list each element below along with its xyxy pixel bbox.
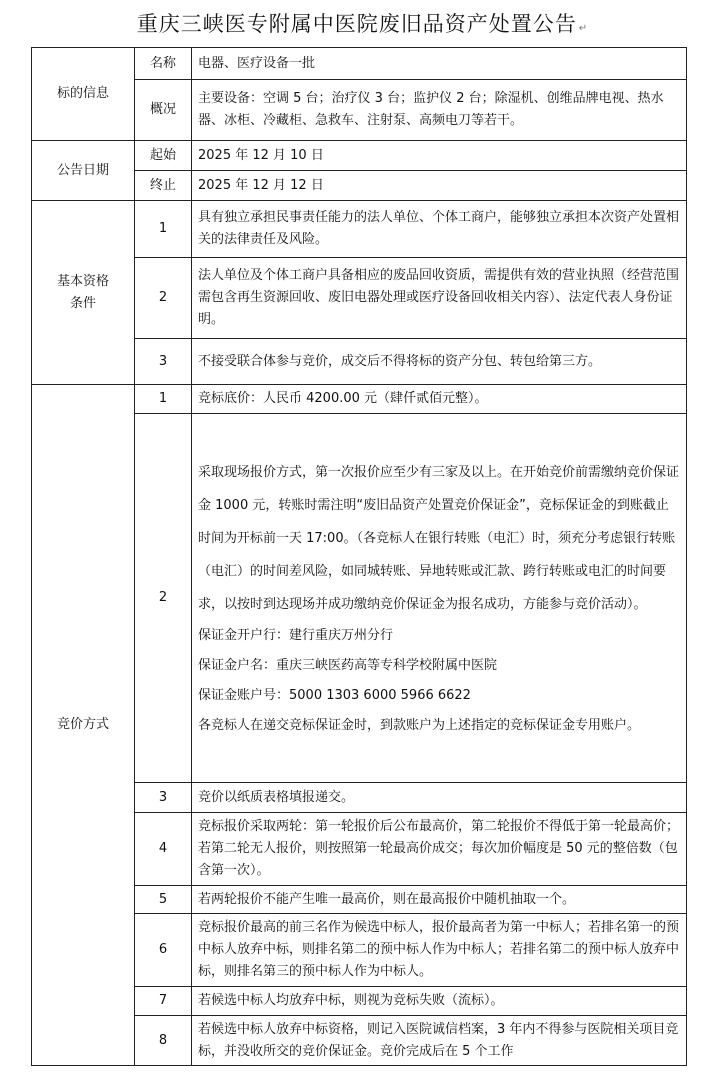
qualification-no: 3 [135,339,192,385]
deposit-account-number: 保证金账户号：5000 1303 6000 5966 6622 [198,687,471,703]
start-label: 起始 [135,141,192,171]
qualification-text: 具有独立承担民事责任能力的法人单位、个体工商户，能够独立承担本次资产处置相关的法律责任及风险。 [192,201,687,258]
qualification-text: 不接受联合体参与竞价，成交后不得将标的资产分包、转包给第三方。 [192,339,687,385]
overview-label: 概况 [135,80,192,141]
bidding-text: 竞标底价：人民币 4200.00 元（肆仟贰佰元整）。 [192,385,687,414]
bidding-main-text: 采取现场报价方式，第一次报价应至少有三家及以上。在开始竞价前需缴纳竞价保证金 1000 元，转账时需注明“废旧品资产处置竞价保证金”，竞标保证金的到账截止时间为开标前一天 17:00。（各竞标人在银行转账（电汇）时，须充分考虑银行转账（电汇）的时间差风险，如同城转账、异地转账或汇款、跨行转账或电汇的时间要求，以按时到达现场并成功缴纳竞价保证金为报名成功，方能参与竞价活动）。 [198,464,680,612]
qualification-label-line2: 条件 [69,295,96,311]
bidding-no: 4 [135,813,192,886]
qualification-label [32,201,135,385]
title-text: 重庆三峡医专附属中医院废旧品资产处置公告 [136,12,577,36]
bidding-text: 竞标报价采取两轮：第一轮报价后公布最高价，第二轮报价不得低于第一轮最高价；若第二轮无人报价，则按照第一轮最高价成交；每次加价幅度是 50 元的整倍数（包含第一次）。 [192,813,687,886]
bidding-method-label: 竞价方式 [32,385,135,1066]
end-value: 2025 年 12 月 12 日 [192,171,687,201]
subject-info-label: 标的信息 [32,48,135,141]
announce-date-label: 公告日期 [32,141,135,201]
table-row [32,141,687,171]
bidding-text: 竞价以纸质表格填报递交。 [192,783,687,813]
bidding-no: 5 [135,886,192,914]
qualification-no: 2 [135,258,192,339]
bidding-text: 若候选中标人放弃中标资格，则记入医院诚信档案，3 年内不得参与医院相关项目竞标，并没收所交的竞价保证金。竞价完成后在 5 个工作 [192,1016,687,1066]
name-value: 电器、医疗设备一批 [192,48,687,80]
start-value: 2025 年 12 月 10 日 [192,141,687,171]
deposit-note: 各竞标人在递交竞标保证金时，到款账户为上述指定的竞标保证金专用账户。 [198,717,641,733]
bidding-no: 3 [135,783,192,813]
paragraph-mark: ↵ [578,23,589,34]
notice-table [31,47,687,1066]
table-row [32,385,687,414]
table-row [32,201,687,258]
page-title [0,6,725,47]
bidding-text: 若候选中标人均放弃中标，则视为竞标失败（流标）。 [192,987,687,1016]
qualification-no: 1 [135,201,192,258]
bidding-text: 竞标报价最高的前三名作为候选中标人，报价最高者为第一中标人；若排名第一的预中标人放弃中标，则排名第二的预中标人作为中标人；若排名第二的预中标人放弃中标，则排名第三的预中标人作为中标人。 [192,914,687,987]
table-row [32,48,687,80]
bidding-no: 1 [135,385,192,414]
bidding-no: 8 [135,1016,192,1066]
deposit-bank: 保证金开户行：建行重庆万州分行 [198,627,394,643]
qualification-text: 法人单位及个体工商户具备相应的废品回收资质，需提供有效的营业执照（经营范围需包含再生资源回收、废旧电器处理或医疗设备回收相关内容）、法定代表人身份证明。 [192,258,687,339]
overview-value: 主要设备：空调 5 台；治疗仪 3 台；监护仪 2 台；除湿机、创维品牌电视、热水器、冰柜、冷藏柜、急救车、注射泵、高频电刀等若干。 [192,80,687,141]
bidding-rule-2 [192,414,687,783]
bidding-no: 6 [135,914,192,987]
qualification-label-line1: 基本资格 [56,273,109,289]
bidding-text: 若两轮报价不能产生唯一最高价，则在最高报价中随机抽取一个。 [192,886,687,914]
bidding-no: 2 [135,414,192,783]
deposit-account-name: 保证金户名：重庆三峡医药高等专科学校附属中医院 [198,657,498,673]
name-label: 名称 [135,48,192,80]
end-label: 终止 [135,171,192,201]
bidding-no: 7 [135,987,192,1016]
